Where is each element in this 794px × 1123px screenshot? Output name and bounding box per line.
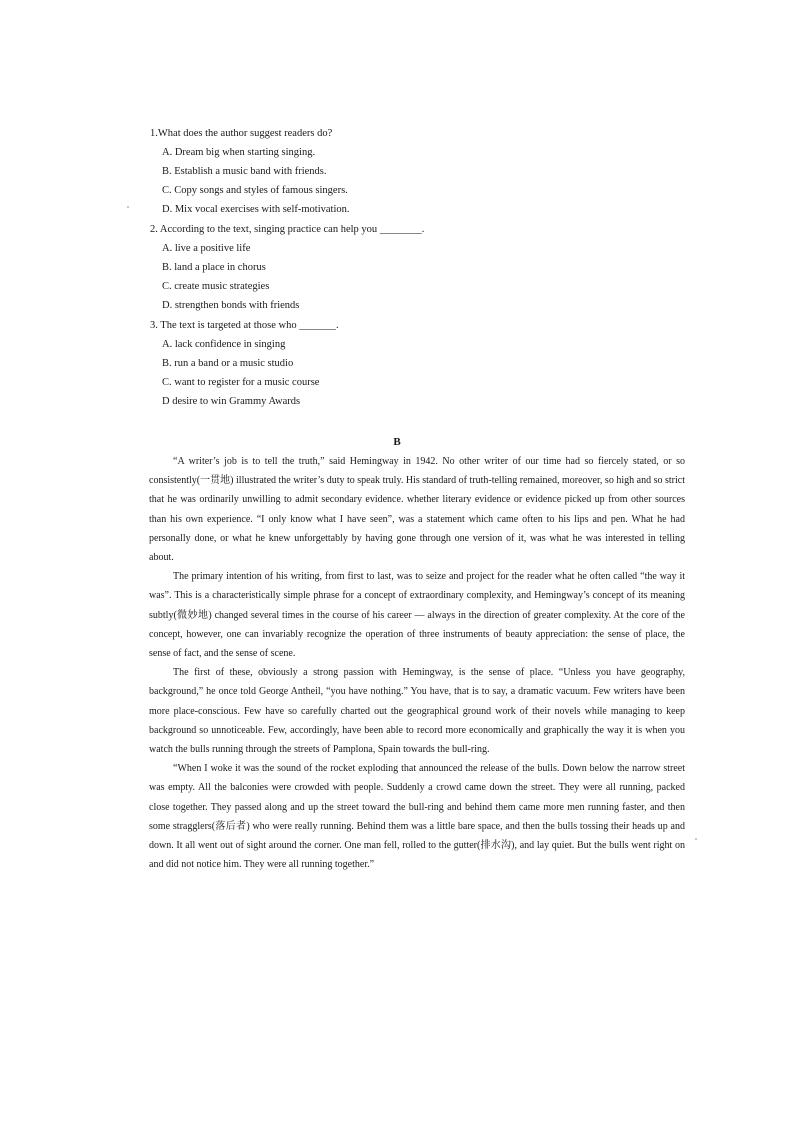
option-d: D. strengthen bonds with friends: [162, 300, 300, 311]
option-b: B. Establish a music band with friends.: [162, 166, 327, 177]
option-b: B. run a band or a music studio: [162, 358, 294, 369]
passage-paragraph-3: The first of these, obviously a strong passion with Hemingway, is the sense of place. “Unless you have geography, background,” he once told George Antheil, “you have nothing.” You have, that is to say, a dramatic vacuum. Few writers have been more place-conscious. Few have so carefully charted out the geographical ground work of their novels while managing to keep background so unnoticeable. Few, accordingly, have been able to record more economically and graphically the way it is when you watch the bulls running through the streets of Pamplona, Spain towards the bull-ring.: [149, 667, 685, 756]
option-c: C. Copy songs and styles of famous singers.: [162, 185, 348, 196]
passage-paragraph-2: The primary intention of his writing, from first to last, was to seize and project for the reader what he often called “the way it was”. This is a characteristically simple phrase for a concept of extraordinary complexity, and Hemingway’s concept of its meaning subtly(微妙地) changed several times in the course of his career — always in the direction of greater complexity. At the core of the concept, however, one can invariably recognize the operation of three instruments of beauty appreciation: the sense of place, the sense of fact, and the sense of scene.: [149, 571, 685, 660]
section-title: B: [393, 436, 401, 448]
option-c: C. want to register for a music course: [162, 377, 320, 388]
scan-speck: [695, 838, 697, 840]
option-d: D. Mix vocal exercises with self-motivation.: [162, 204, 350, 215]
question-stem: 3. The text is targeted at those who _______.: [150, 320, 339, 331]
question-2: [150, 220, 424, 315]
passage-paragraph-4: “When I woke it was the sound of the rocket exploding that announced the release of the bulls. Down below the narrow street was empty. All the balconies were crowded with people. Suddenly a crowd came down the street. They were all running, packed close together. They passed along and up the street toward the bull-ring and behind them came more men running faster, and then some stragglers(落后者) who were really running. Behind them was a little bare space, and then the bulls tossing their heads up and down. It all went out of sight around the corner. One man fell, rolled to the gutter(排水沟), and lay quiet. But the bulls went right on and did not notice him. They were all running together.”: [149, 763, 685, 871]
option-a: A. lack confidence in singing: [162, 339, 286, 350]
question-3: [150, 316, 339, 411]
question-stem: 2. According to the text, singing practice can help you ________.: [150, 224, 425, 235]
scan-speck: [127, 206, 129, 208]
option-a: A. live a positive life: [162, 243, 251, 254]
reading-passage: [149, 452, 685, 874]
question-1: [150, 124, 350, 219]
option-b: B. land a place in chorus: [162, 262, 266, 273]
question-stem: 1.What does the author suggest readers do?: [150, 128, 333, 139]
passage-paragraph-1: “A writer’s job is to tell the truth,” said Hemingway in 1942. No other writer of our time had so fiercely stated, or so consistently(一贯地) illustrated the writer’s duty to speak truly. His standard of truth-telling remained, moreover, so high and so strict that he was ordinarily unwilling to admit secondary evidence. whether literary evidence or evidence picked up from other sources than his own experience. “I only know what I have seen”, was a statement which came often to his lips and pen. What he had personally done, or what he knew unforgettably by having gone through one version of it, was what he was interested in telling about.: [149, 456, 685, 564]
option-c: C. create music strategies: [162, 281, 270, 292]
option-d: D desire to win Grammy Awards: [162, 396, 301, 407]
option-a: A. Dream big when starting singing.: [162, 147, 316, 158]
